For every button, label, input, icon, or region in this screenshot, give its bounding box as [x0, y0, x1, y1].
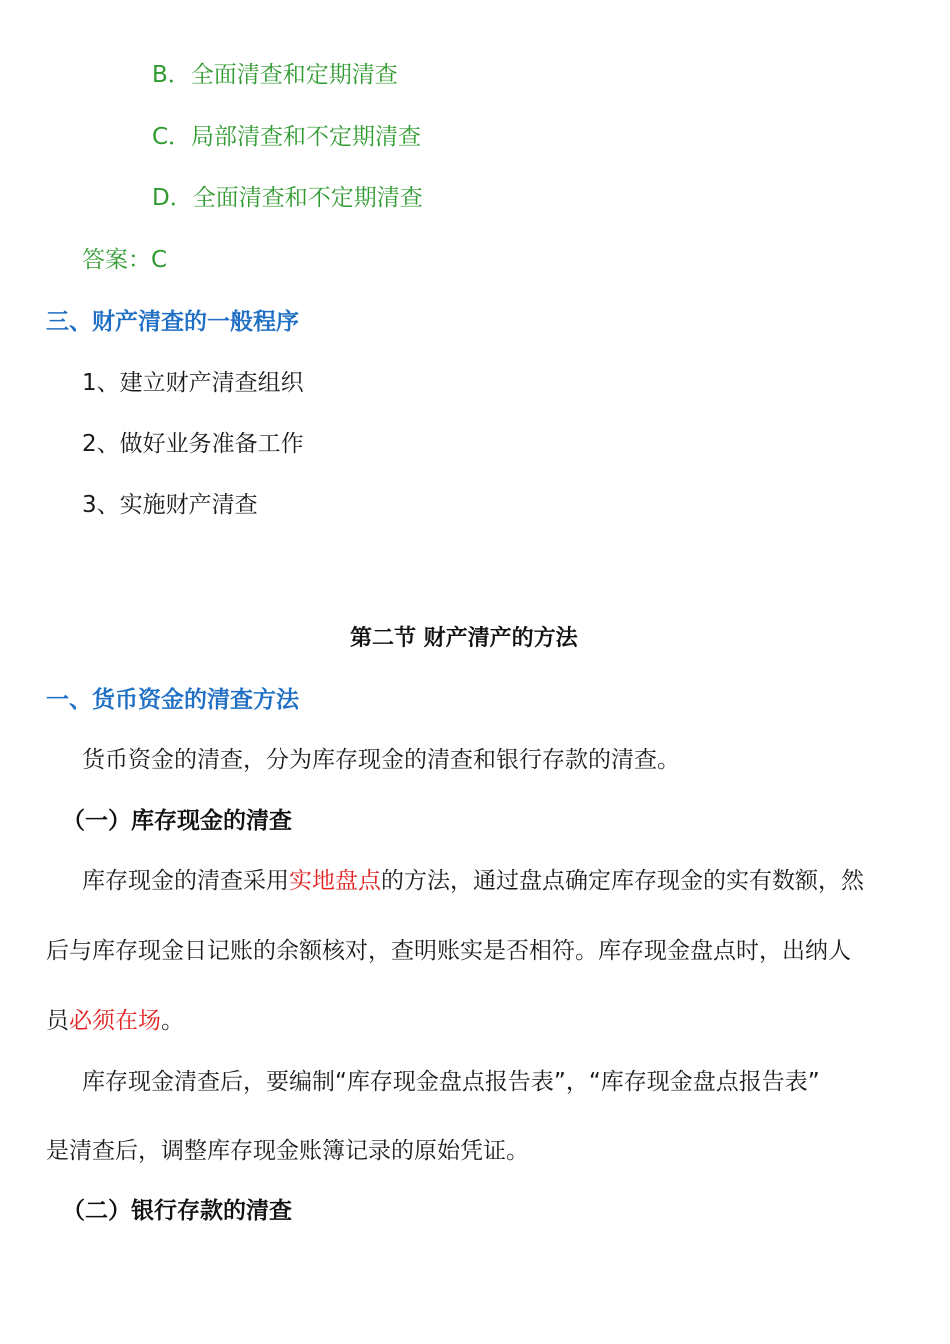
step-1: 1、建立财产清查组织 — [82, 370, 304, 396]
sub2-heading: （二）银行存款的清查 — [62, 1198, 292, 1224]
p1-line3-highlight: 必须在场 — [69, 1008, 161, 1034]
sub1-heading: （一）库存现金的清查 — [62, 808, 292, 834]
part1-heading: 一、货币资金的清查方法 — [46, 687, 299, 713]
p1-text-after: 的方法，通过盘点确定库存现金的实有数额，然 — [381, 868, 864, 894]
step-3: 3、实施财产清查 — [82, 492, 258, 518]
option-d: D．全面清查和不定期清查 — [152, 185, 423, 211]
sub1-paragraph1-line2: 后与库存现金日记账的余额核对，查明账实是否相符。库存现金盘点时，出纳人 — [46, 938, 851, 964]
sub1-paragraph2-line2: 是清查后，调整库存现金账簿记录的原始凭证。 — [46, 1138, 529, 1164]
answer-text: 答案：C — [82, 247, 168, 273]
p1-line3-before: 员 — [46, 1008, 69, 1034]
p1-text-before: 库存现金的清查采用 — [82, 868, 289, 894]
sub1-paragraph1-line3 — [46, 1006, 184, 1036]
sub1-paragraph1-line1 — [82, 866, 864, 896]
p1-highlight-text: 实地盘点 — [289, 868, 381, 894]
p1-line3-after: 。 — [161, 1008, 184, 1034]
section-title: 第二节 财产清产的方法 — [350, 626, 578, 651]
sub1-paragraph2-line1: 库存现金清查后，要编制“库存现金盘点报告表”，“库存现金盘点报告表” — [82, 1069, 820, 1095]
option-c: C．局部清查和不定期清查 — [152, 124, 422, 150]
section3-heading: 三、财产清查的一般程序 — [46, 309, 299, 335]
part1-intro: 货币资金的清查，分为库存现金的清查和银行存款的清查。 — [82, 747, 680, 773]
step-2: 2、做好业务准备工作 — [82, 431, 304, 457]
option-b: B．全面清查和定期清查 — [152, 62, 398, 88]
